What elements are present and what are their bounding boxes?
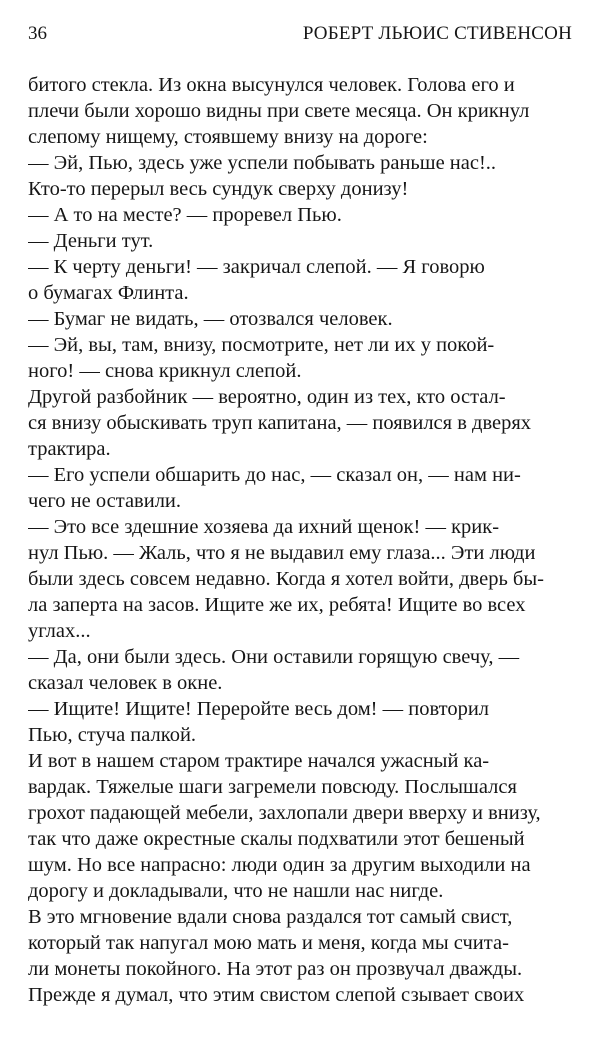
- text-line: — Это все здешние хозяева да ихний щенок! — крик-: [28, 516, 500, 538]
- text-line: Прежде я думал, что этим свистом слепой сзывает своих: [28, 984, 525, 1006]
- text-line: вардак. Тяжелые шаги загремели повсюду. Послышался: [28, 776, 517, 798]
- text-line: — Да, они были здесь. Они оставили горящую свечу, —: [28, 646, 520, 668]
- text-line: дорогу и докладывали, что не нашли нас нигде.: [28, 880, 444, 902]
- text-line: углах...: [28, 620, 91, 642]
- text-line: битого стекла. Из окна высунулся человек. Голова его и: [28, 74, 515, 96]
- text-line: В это мгновение вдали снова раздался тот самый свист,: [28, 906, 513, 928]
- text-line: Другой разбойник — вероятно, один из тех, кто остал-: [28, 386, 506, 408]
- text-line: — Его успели обшарить до нас, — сказал он, — нам ни-: [28, 464, 521, 486]
- text-line: — Бумаг не видать, — отозвался человек.: [28, 308, 393, 330]
- text-line: шум. Но все напрасно: люди один за другим выходили на: [28, 854, 531, 876]
- text-line: ся внизу обыскивать труп капитана, — появился в дверях: [28, 412, 532, 434]
- text-line: были здесь совсем недавно. Когда я хотел войти, дверь бы-: [28, 568, 544, 590]
- body-text: [28, 72, 576, 1008]
- text-line: — Ищите! Ищите! Переройте весь дом! — повторил: [28, 698, 490, 720]
- text-line: слепому нищему, стоявшему внизу на дороге:: [28, 126, 428, 148]
- text-line: Пью, стуча палкой.: [28, 724, 197, 746]
- text-line: грохот падающей мебели, захлопали двери вверху и внизу,: [28, 802, 541, 824]
- text-line: так что даже окрестные скалы подхватили этот бешеный: [28, 828, 525, 850]
- page-number: 36: [28, 23, 47, 44]
- text-line: ла заперта на засов. Ищите же их, ребята! Ищите во всех: [28, 594, 526, 616]
- text-line: ного! — снова крикнул слепой.: [28, 360, 302, 382]
- text-line: Кто-то перерыл весь сундук сверху донизу!: [28, 178, 409, 200]
- text-line: — К черту деньги! — закричал слепой. — Я говорю: [28, 256, 485, 278]
- running-title: РОБЕРТ ЛЬЮИС СТИВЕНСОН: [302, 23, 572, 44]
- text-line: чего не оставили.: [28, 490, 182, 512]
- text-line: — Эй, Пью, здесь уже успели побывать раньше нас!..: [28, 152, 497, 174]
- text-line: — А то на месте? — проревел Пью.: [28, 204, 342, 226]
- text-line: который так напугал мою мать и меня, когда мы счита-: [28, 932, 509, 954]
- text-line: — Деньги тут.: [28, 230, 154, 252]
- page-header: [28, 20, 572, 48]
- text-line: сказал человек в окне.: [28, 672, 223, 694]
- text-line: — Эй, вы, там, внизу, посмотрите, нет ли их у покой-: [28, 334, 495, 356]
- text-line: плечи были хорошо видны при свете месяца. Он крикнул: [28, 100, 530, 122]
- text-line: ли монеты покойного. На этот раз он прозвучал дважды.: [28, 958, 523, 980]
- text-line: И вот в нашем старом трактире начался ужасный ка-: [28, 750, 490, 772]
- text-line: нул Пью. — Жаль, что я не выдавил ему глаза... Эти люди: [28, 542, 536, 564]
- text-line: трактира.: [28, 438, 111, 460]
- text-line: о бумагах Флинта.: [28, 282, 189, 304]
